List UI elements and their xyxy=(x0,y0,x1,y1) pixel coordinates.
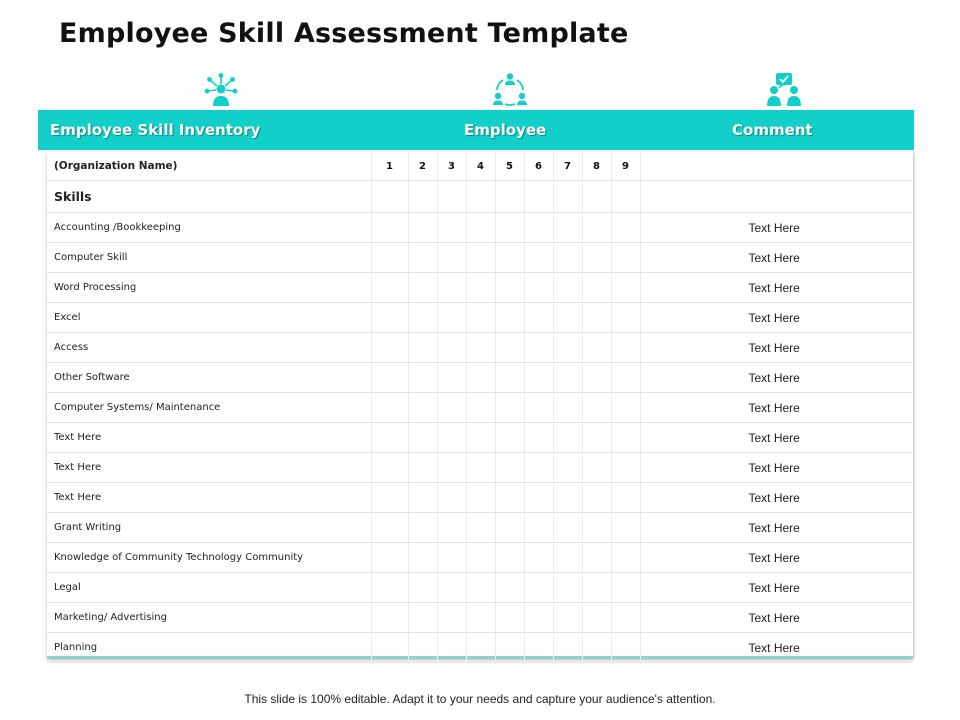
comment-cell[interactable]: Text Here xyxy=(640,453,913,483)
table-row xyxy=(47,213,913,243)
skills-heading-row xyxy=(47,181,913,213)
rating-cell[interactable] xyxy=(553,333,582,363)
rating-cell[interactable] xyxy=(371,633,408,663)
rating-cell[interactable] xyxy=(371,243,408,273)
skill-name: Text Here xyxy=(47,483,371,513)
table-row xyxy=(47,453,913,483)
comment-cell[interactable]: Text Here xyxy=(640,513,913,543)
comment-cell[interactable]: Text Here xyxy=(640,363,913,393)
rating-header-6: 6 xyxy=(524,152,553,181)
rating-cell[interactable] xyxy=(437,393,466,423)
rating-cell[interactable] xyxy=(466,363,495,393)
comment-cell-empty xyxy=(640,152,913,181)
skills-heading: Skills xyxy=(47,181,371,213)
rating-cell[interactable] xyxy=(437,333,466,363)
rating-cell[interactable] xyxy=(553,423,582,453)
rating-cell[interactable] xyxy=(611,303,640,333)
rating-cell[interactable] xyxy=(553,603,582,633)
rating-cell[interactable] xyxy=(582,573,611,603)
rating-cell xyxy=(466,181,495,213)
rating-cell[interactable] xyxy=(495,453,524,483)
rating-header-9: 9 xyxy=(611,152,640,181)
table-row xyxy=(47,633,913,663)
rating-cell[interactable] xyxy=(466,633,495,663)
rating-cell[interactable] xyxy=(408,453,437,483)
rating-cell[interactable] xyxy=(611,243,640,273)
rating-cell[interactable] xyxy=(582,303,611,333)
skill-name: Text Here xyxy=(47,453,371,483)
rating-header-3: 3 xyxy=(437,152,466,181)
rating-cell[interactable] xyxy=(553,543,582,573)
rating-cell[interactable] xyxy=(437,633,466,663)
skill-name: Marketing/ Advertising xyxy=(47,603,371,633)
rating-cell[interactable] xyxy=(582,213,611,243)
rating-cell[interactable] xyxy=(611,453,640,483)
table-row xyxy=(47,303,913,333)
rating-header-5: 5 xyxy=(495,152,524,181)
skill-name: Planning xyxy=(47,633,371,663)
rating-cell[interactable] xyxy=(408,573,437,603)
rating-cell[interactable] xyxy=(466,483,495,513)
rating-cell xyxy=(371,181,408,213)
rating-cell[interactable] xyxy=(524,333,553,363)
rating-cell[interactable] xyxy=(611,213,640,243)
rating-cell[interactable] xyxy=(611,543,640,573)
footer-note: This slide is 100% editable. Adapt it to your needs and capture your audience's attention. xyxy=(244,692,716,706)
rating-cell[interactable] xyxy=(437,243,466,273)
rating-cell xyxy=(408,181,437,213)
rating-cell[interactable] xyxy=(495,363,524,393)
rating-cell[interactable] xyxy=(408,393,437,423)
comment-cell[interactable]: Text Here xyxy=(640,573,913,603)
rating-cell[interactable] xyxy=(437,423,466,453)
rating-cell[interactable] xyxy=(466,603,495,633)
skill-name: Accounting /Bookkeeping xyxy=(47,213,371,243)
rating-cell[interactable] xyxy=(408,273,437,303)
rating-header-4: 4 xyxy=(466,152,495,181)
rating-cell[interactable] xyxy=(437,483,466,513)
skill-name: Knowledge of Community Technology Community xyxy=(47,543,371,573)
rating-cell[interactable] xyxy=(524,483,553,513)
comment-cell[interactable]: Text Here xyxy=(640,483,913,513)
header-comment: Comment xyxy=(732,121,813,139)
comment-cell[interactable]: Text Here xyxy=(640,423,913,453)
rating-header-7: 7 xyxy=(553,152,582,181)
skill-grid xyxy=(47,152,913,663)
header-employee-skill-inventory: Employee Skill Inventory xyxy=(50,121,261,139)
table-header-bar xyxy=(38,110,914,150)
table-row xyxy=(47,273,913,303)
rating-cell[interactable] xyxy=(437,543,466,573)
header-employee: Employee xyxy=(464,121,547,139)
skill-name: Excel xyxy=(47,303,371,333)
rating-cell[interactable] xyxy=(466,273,495,303)
rating-cell xyxy=(495,181,524,213)
rating-cell[interactable] xyxy=(582,483,611,513)
rating-cell[interactable] xyxy=(611,393,640,423)
skill-table xyxy=(47,152,913,658)
rating-cell[interactable] xyxy=(408,543,437,573)
approval-chat-icon xyxy=(767,72,803,108)
rating-cell[interactable] xyxy=(371,423,408,453)
table-row xyxy=(47,363,913,393)
rating-cell[interactable] xyxy=(524,213,553,243)
rating-cell[interactable] xyxy=(408,513,437,543)
team-cycle-icon xyxy=(492,72,528,108)
comment-cell[interactable]: Text Here xyxy=(640,273,913,303)
rating-cell[interactable] xyxy=(495,603,524,633)
rating-cell[interactable] xyxy=(611,633,640,663)
rating-cell[interactable] xyxy=(466,453,495,483)
rating-cell[interactable] xyxy=(437,513,466,543)
rating-cell[interactable] xyxy=(466,513,495,543)
rating-cell[interactable] xyxy=(466,393,495,423)
rating-cell[interactable] xyxy=(553,243,582,273)
organization-name-label: (Organization Name) xyxy=(47,152,371,181)
comment-cell[interactable]: Text Here xyxy=(640,393,913,423)
comment-cell[interactable]: Text Here xyxy=(640,243,913,273)
rating-cell[interactable] xyxy=(408,633,437,663)
rating-cell xyxy=(553,181,582,213)
rating-cell[interactable] xyxy=(437,603,466,633)
rating-cell[interactable] xyxy=(611,273,640,303)
skill-name: Computer Systems/ Maintenance xyxy=(47,393,371,423)
rating-cell[interactable] xyxy=(524,633,553,663)
rating-cell[interactable] xyxy=(495,243,524,273)
rating-cell[interactable] xyxy=(371,273,408,303)
rating-cell[interactable] xyxy=(437,213,466,243)
rating-cell[interactable] xyxy=(371,543,408,573)
table-row xyxy=(47,543,913,573)
rating-cell[interactable] xyxy=(611,573,640,603)
skill-name: Legal xyxy=(47,573,371,603)
rating-cell[interactable] xyxy=(524,513,553,543)
comment-cell[interactable]: Text Here xyxy=(640,303,913,333)
rating-cell[interactable] xyxy=(611,423,640,453)
rating-cell[interactable] xyxy=(408,363,437,393)
rating-cell xyxy=(437,181,466,213)
rating-cell[interactable] xyxy=(611,603,640,633)
rating-cell[interactable] xyxy=(582,543,611,573)
rating-cell[interactable] xyxy=(582,273,611,303)
rating-cell[interactable] xyxy=(582,513,611,543)
rating-cell[interactable] xyxy=(371,363,408,393)
rating-cell[interactable] xyxy=(524,303,553,333)
rating-cell[interactable] xyxy=(495,393,524,423)
organization-row xyxy=(47,152,913,181)
rating-cell[interactable] xyxy=(495,513,524,543)
rating-cell[interactable] xyxy=(437,273,466,303)
rating-cell[interactable] xyxy=(611,483,640,513)
page-title: Employee Skill Assessment Template xyxy=(59,18,629,49)
rating-cell[interactable] xyxy=(495,303,524,333)
rating-cell[interactable] xyxy=(466,543,495,573)
rating-cell xyxy=(524,181,553,213)
rating-cell[interactable] xyxy=(371,603,408,633)
table-row xyxy=(47,573,913,603)
rating-cell[interactable] xyxy=(524,363,553,393)
rating-cell[interactable] xyxy=(553,393,582,423)
rating-header-1: 1 xyxy=(371,152,408,181)
table-row xyxy=(47,603,913,633)
network-person-icon xyxy=(203,72,239,108)
rating-cell[interactable] xyxy=(553,483,582,513)
skill-name: Access xyxy=(47,333,371,363)
rating-header-2: 2 xyxy=(408,152,437,181)
rating-cell[interactable] xyxy=(524,393,553,423)
rating-cell[interactable] xyxy=(582,633,611,663)
rating-cell[interactable] xyxy=(466,303,495,333)
rating-cell[interactable] xyxy=(495,273,524,303)
rating-cell[interactable] xyxy=(408,303,437,333)
rating-cell[interactable] xyxy=(371,453,408,483)
comment-cell[interactable]: Text Here xyxy=(640,543,913,573)
rating-cell[interactable] xyxy=(524,273,553,303)
skill-name: Word Processing xyxy=(47,273,371,303)
rating-cell[interactable] xyxy=(582,453,611,483)
comment-cell[interactable]: Text Here xyxy=(640,333,913,363)
table-row xyxy=(47,393,913,423)
rating-cell[interactable] xyxy=(553,453,582,483)
rating-cell[interactable] xyxy=(524,603,553,633)
rating-cell[interactable] xyxy=(466,423,495,453)
rating-cell[interactable] xyxy=(495,423,524,453)
comment-cell[interactable]: Text Here xyxy=(640,633,913,663)
rating-cell[interactable] xyxy=(582,603,611,633)
rating-cell[interactable] xyxy=(408,243,437,273)
rating-cell[interactable] xyxy=(437,453,466,483)
rating-cell[interactable] xyxy=(553,573,582,603)
rating-cell xyxy=(611,181,640,213)
rating-cell[interactable] xyxy=(582,243,611,273)
rating-cell[interactable] xyxy=(371,333,408,363)
rating-cell[interactable] xyxy=(524,543,553,573)
rating-cell[interactable] xyxy=(611,513,640,543)
skill-name: Computer Skill xyxy=(47,243,371,273)
rating-cell[interactable] xyxy=(408,213,437,243)
rating-cell[interactable] xyxy=(582,423,611,453)
rating-cell[interactable] xyxy=(437,303,466,333)
rating-cell[interactable] xyxy=(371,393,408,423)
rating-cell[interactable] xyxy=(466,213,495,243)
rating-cell[interactable] xyxy=(524,453,553,483)
rating-cell[interactable] xyxy=(437,573,466,603)
rating-cell[interactable] xyxy=(524,573,553,603)
table-row xyxy=(47,333,913,363)
rating-cell[interactable] xyxy=(495,483,524,513)
rating-cell[interactable] xyxy=(466,333,495,363)
rating-cell[interactable] xyxy=(582,393,611,423)
rating-cell[interactable] xyxy=(371,213,408,243)
rating-cell[interactable] xyxy=(371,513,408,543)
rating-cell[interactable] xyxy=(553,363,582,393)
rating-cell[interactable] xyxy=(553,303,582,333)
rating-cell[interactable] xyxy=(524,243,553,273)
rating-cell[interactable] xyxy=(495,213,524,243)
skill-name: Other Software xyxy=(47,363,371,393)
rating-cell[interactable] xyxy=(408,423,437,453)
rating-cell[interactable] xyxy=(408,483,437,513)
comment-cell-empty xyxy=(640,181,913,213)
rating-cell[interactable] xyxy=(371,483,408,513)
rating-cell[interactable] xyxy=(371,573,408,603)
rating-cell xyxy=(582,181,611,213)
rating-cell[interactable] xyxy=(582,363,611,393)
rating-cell[interactable] xyxy=(408,603,437,633)
rating-cell[interactable] xyxy=(466,243,495,273)
rating-cell[interactable] xyxy=(437,363,466,393)
rating-cell[interactable] xyxy=(553,633,582,663)
rating-cell[interactable] xyxy=(495,333,524,363)
skill-name: Grant Writing xyxy=(47,513,371,543)
table-row xyxy=(47,513,913,543)
table-row xyxy=(47,423,913,453)
rating-cell[interactable] xyxy=(524,423,553,453)
rating-cell[interactable] xyxy=(611,333,640,363)
rating-cell[interactable] xyxy=(553,273,582,303)
rating-header-8: 8 xyxy=(582,152,611,181)
rating-cell[interactable] xyxy=(466,573,495,603)
skill-name: Text Here xyxy=(47,423,371,453)
rating-cell[interactable] xyxy=(495,633,524,663)
table-row xyxy=(47,483,913,513)
rating-cell[interactable] xyxy=(582,333,611,363)
comment-cell[interactable]: Text Here xyxy=(640,603,913,633)
table-row xyxy=(47,243,913,273)
rating-cell[interactable] xyxy=(495,543,524,573)
rating-cell[interactable] xyxy=(371,303,408,333)
rating-cell[interactable] xyxy=(611,363,640,393)
rating-cell[interactable] xyxy=(553,513,582,543)
comment-cell[interactable]: Text Here xyxy=(640,213,913,243)
rating-cell[interactable] xyxy=(553,213,582,243)
rating-cell[interactable] xyxy=(495,573,524,603)
rating-cell[interactable] xyxy=(408,333,437,363)
